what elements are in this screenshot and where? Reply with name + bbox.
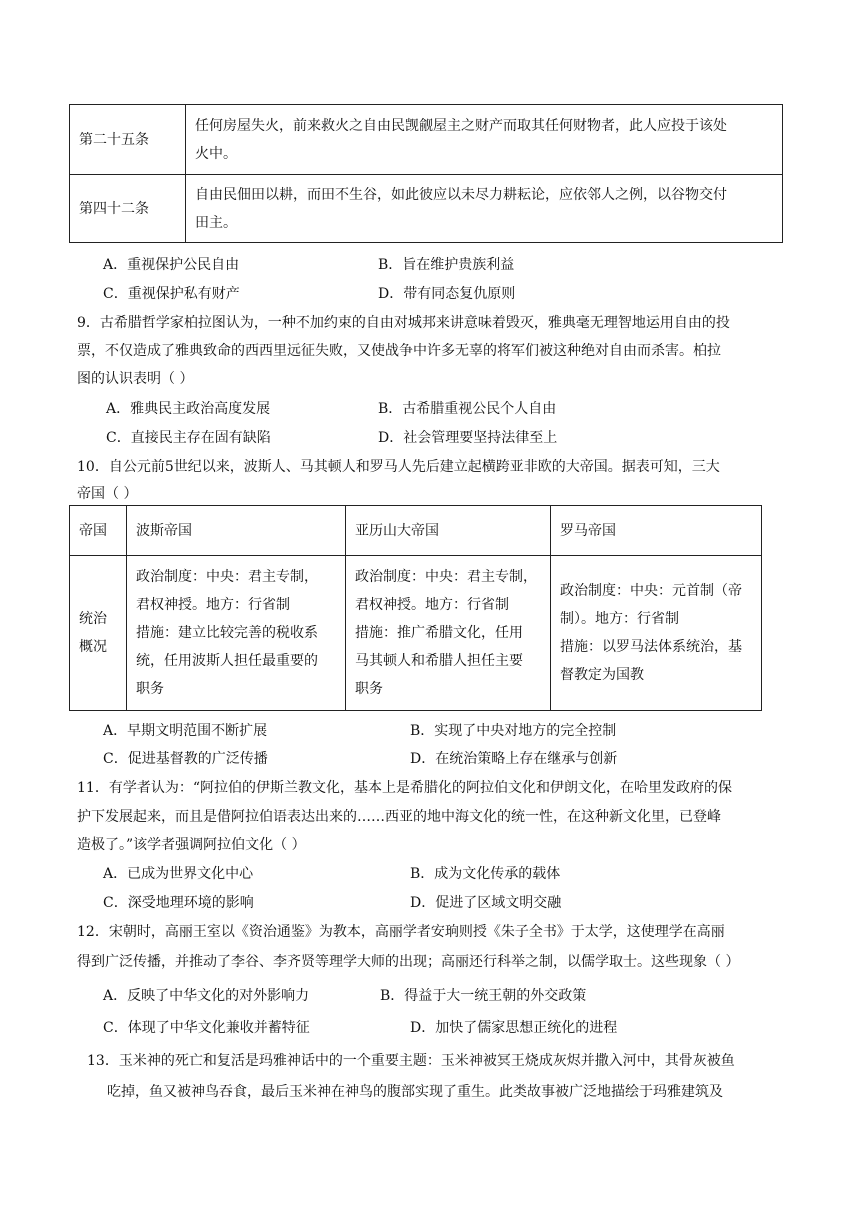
option-c[interactable]: C．深受地理环境的影响 [103, 895, 254, 911]
cell-line: 督教定为国教 [560, 667, 644, 683]
question-10-text: 10．自公元前5世纪以来，波斯人、马其顿人和罗马人先后建立起横跨亚非欧的大帝国。据表可知，三大 [77, 459, 720, 475]
article-text-line: 田主。 [195, 214, 237, 231]
cell-line: 措施：推广希腊文化，任用 [355, 625, 523, 641]
option-a[interactable]: A．已成为世界文化中心 [103, 866, 254, 882]
law-articles-table [69, 104, 783, 243]
article-text-line: 火中。 [195, 145, 237, 162]
cell-line: 职务 [136, 681, 164, 697]
option-d[interactable]: D．促进了区域文明交融 [410, 895, 562, 911]
cell-line: 马其顿人和希腊人担任主要 [355, 653, 523, 669]
option-d[interactable]: D．加快了儒家思想正统化的进程 [410, 1020, 618, 1036]
article-number: 第四十二条 [70, 175, 186, 243]
option-a[interactable]: A．重视保护公民自由 [103, 257, 240, 273]
alexander-cell [346, 556, 551, 711]
cell-line: 政治制度：中央：君主专制， [136, 569, 318, 585]
table-header-row [70, 506, 762, 556]
cell-line: 措施：以罗马法体系统治，基 [560, 639, 742, 655]
row-label-line: 统治 [79, 611, 107, 627]
table-row [70, 175, 783, 243]
option-c[interactable]: C．直接民主存在固有缺陷 [106, 430, 271, 446]
option-b[interactable]: B．成为文化传承的载体 [410, 866, 561, 882]
question-11-text: 护下发展起来，而且是借阿拉伯语表达出来的……西亚的地中海文化的统一性，在这种新文化里，已登峰 [77, 809, 721, 825]
option-d[interactable]: D．带有同态复仇原则 [378, 286, 516, 302]
question-12-text: 12．宋朝时，高丽王室以《资治通鉴》为教本，高丽学者安珦则授《朱子全书》于太学，这使理学在高丽 [77, 924, 725, 940]
option-c[interactable]: C．重视保护私有财产 [103, 286, 240, 302]
question-9-text: 图的认识表明（ ） [77, 371, 194, 387]
cell-line: 统，任用波斯人担任最重要的 [136, 653, 318, 669]
option-c[interactable]: C．体现了中华文化兼收并蓄特征 [103, 1020, 310, 1036]
row-label-line: 概况 [79, 639, 107, 655]
table-row [70, 556, 762, 711]
cell-line: 政治制度：中央：元首制（帝 [560, 583, 742, 599]
article-text [186, 175, 783, 243]
article-text-line: 任何房屋失火，前来救火之自由民觊觎屋主之财产而取其任何财物者，此人应投于该处 [195, 117, 727, 134]
option-a[interactable]: A．早期文明范围不断扩展 [103, 723, 268, 739]
option-b[interactable]: B．得益于大一统王朝的外交政策 [380, 988, 587, 1004]
row-label [70, 556, 127, 711]
question-13-text: 13．玉米神的死亡和复活是玛雅神话中的一个重要主题：玉米神被冥王烧成灰烬并撒入河中，其骨灰被鱼 [87, 1053, 735, 1069]
header-empire: 帝国 [70, 506, 127, 556]
option-d[interactable]: D．社会管理要坚持法律至上 [378, 430, 558, 446]
cell-line: 制）。地方：行省制 [560, 611, 679, 627]
question-12-text: 得到广泛传播，并推动了李谷、李齐贤等理学大师的出现；高丽还行科举之制，以儒学取士。这些现象（ ） [77, 954, 740, 970]
article-number: 第二十五条 [70, 105, 186, 175]
cell-line: 政治制度：中央：君主专制， [355, 569, 537, 585]
option-a[interactable]: A．雅典民主政治高度发展 [106, 401, 271, 417]
table-row [70, 105, 783, 175]
header-roman: 罗马帝国 [551, 506, 762, 556]
persian-cell [127, 556, 346, 711]
question-11-text: 11．有学者认为：“阿拉伯的伊斯兰教文化，基本上是希腊化的阿拉伯文化和伊朗文化，在哈里发政府的保 [77, 780, 732, 796]
question-9-text: 9．古希腊哲学家柏拉图认为，一种不加约束的自由对城邦来讲意味着毁灭，雅典毫无理智地运用自由的投 [77, 315, 730, 331]
header-persian: 波斯帝国 [127, 506, 346, 556]
cell-line: 措施：建立比较完善的税收系 [136, 625, 318, 641]
article-text [186, 105, 783, 175]
option-b[interactable]: B．古希腊重视公民个人自由 [378, 401, 557, 417]
roman-cell [551, 556, 762, 711]
empires-table [69, 505, 762, 711]
option-c[interactable]: C．促进基督教的广泛传播 [103, 751, 268, 767]
article-text-line: 自由民佃田以耕，而田不生谷，如此彼应以未尽力耕耘论，应依邻人之例，以谷物交付 [195, 186, 727, 203]
cell-line: 君权神授。地方：行省制 [355, 597, 509, 613]
cell-line: 职务 [355, 681, 383, 697]
option-d[interactable]: D．在统治策略上存在继承与创新 [410, 751, 618, 767]
header-alexander: 亚历山大帝国 [346, 506, 551, 556]
question-10-text: 帝国（ ） [77, 486, 138, 502]
option-b[interactable]: B．实现了中央对地方的完全控制 [410, 723, 617, 739]
question-13-text: 吃掉，鱼又被神鸟吞食，最后玉米神在神鸟的腹部实现了重生。此类故事被广泛地描绘于玛雅建筑及 [107, 1084, 723, 1100]
cell-line: 君权神授。地方：行省制 [136, 597, 290, 613]
option-b[interactable]: B．旨在维护贵族利益 [378, 257, 515, 273]
question-11-text: 造极了。”该学者强调阿拉伯文化（ ） [77, 837, 306, 853]
option-a[interactable]: A．反映了中华文化的对外影响力 [103, 988, 310, 1004]
question-9-text: 票，不仅造成了雅典致命的西西里远征失败，又使战争中许多无辜的将军们被这种绝对自由而杀害。柏拉 [77, 343, 721, 359]
